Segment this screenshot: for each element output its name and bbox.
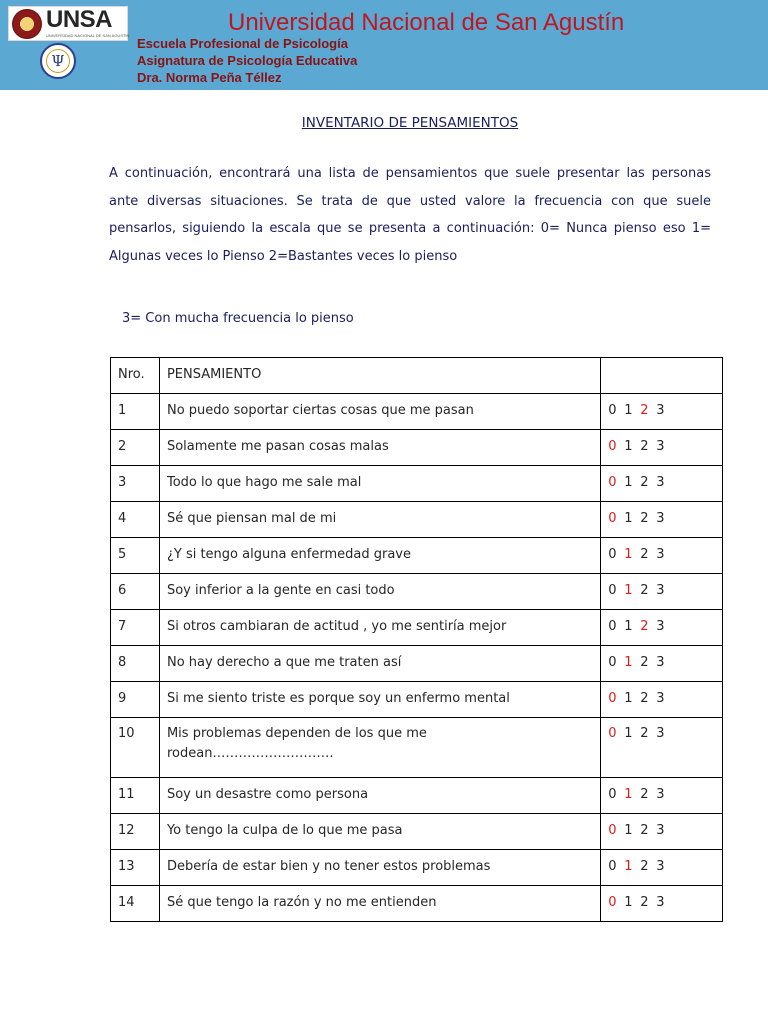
- scale-option[interactable]: 0: [608, 403, 617, 418]
- scale-option[interactable]: 3: [656, 787, 665, 802]
- row-thought: Si me siento triste es porque soy un enfermo mental: [159, 682, 600, 718]
- scale-option[interactable]: 0: [608, 547, 617, 562]
- unsa-logo: [8, 6, 128, 41]
- scale-option[interactable]: 2: [640, 583, 649, 598]
- scale-option-selected[interactable]: 1: [624, 547, 633, 562]
- table-row: [111, 466, 723, 502]
- scale-option[interactable]: 1: [624, 511, 633, 526]
- row-thought: No hay derecho a que me traten así: [159, 646, 600, 682]
- scale-option-selected[interactable]: 1: [624, 859, 633, 874]
- table-row: [111, 682, 723, 718]
- instructions-paragraph: A continuación, encontrará una lista de pensamientos que suele presentar las personas ante diversas situaciones. Se trata de que usted valore la frecuencia con que suele pensarlos, siguiendo la escala que se presenta a continuación: 0= Nunca pienso eso 1= Algunas veces lo Pienso 2=Bastantes veces lo pienso: [109, 166, 711, 264]
- scale-option[interactable]: 3: [656, 823, 665, 838]
- table-row: [111, 850, 723, 886]
- scale-option[interactable]: 2: [640, 726, 649, 741]
- scale-option[interactable]: 0: [608, 619, 617, 634]
- scale-option-selected[interactable]: 0: [608, 726, 617, 741]
- university-title: Universidad Nacional de San Agustín: [228, 9, 625, 36]
- scale-option[interactable]: 3: [656, 691, 665, 706]
- thoughts-inventory-table: [110, 357, 723, 922]
- table-row: [111, 394, 723, 430]
- row-number: 6: [111, 574, 160, 610]
- scale-option-selected[interactable]: 0: [608, 511, 617, 526]
- table-row: [111, 886, 723, 922]
- scale-option-selected[interactable]: 0: [608, 895, 617, 910]
- course-name: Asignatura de Psicología Educativa: [137, 53, 358, 68]
- scale-option[interactable]: 3: [656, 895, 665, 910]
- table-header-row: [111, 358, 723, 394]
- scale-option[interactable]: 1: [624, 823, 633, 838]
- scale-option[interactable]: 0: [608, 859, 617, 874]
- scale-option[interactable]: 3: [656, 403, 665, 418]
- psi-symbol: Ψ: [46, 49, 70, 73]
- scale-option[interactable]: 1: [624, 403, 633, 418]
- row-number: 11: [111, 778, 160, 814]
- table-row: [111, 502, 723, 538]
- header-scale: [601, 358, 723, 394]
- scale-option[interactable]: 2: [640, 691, 649, 706]
- scale-option[interactable]: 2: [640, 895, 649, 910]
- scale-option-selected[interactable]: 1: [624, 787, 633, 802]
- row-scale: [601, 610, 723, 646]
- header-number: Nro.: [111, 358, 160, 394]
- scale-option[interactable]: 0: [608, 655, 617, 670]
- row-thought: Soy un desastre como persona: [159, 778, 600, 814]
- scale-option[interactable]: 3: [656, 439, 665, 454]
- row-number: 1: [111, 394, 160, 430]
- scale-option[interactable]: 3: [656, 726, 665, 741]
- scale-option-selected[interactable]: 2: [640, 403, 649, 418]
- row-thought: Soy inferior a la gente en casi todo: [159, 574, 600, 610]
- row-thought: Sé que tengo la razón y no me entienden: [159, 886, 600, 922]
- table-row: [111, 646, 723, 682]
- row-number: 3: [111, 466, 160, 502]
- scale-note: 3= Con mucha frecuencia lo pienso: [122, 311, 354, 326]
- scale-option[interactable]: 3: [656, 619, 665, 634]
- table-row: [111, 430, 723, 466]
- scale-option-selected[interactable]: 0: [608, 691, 617, 706]
- row-number: 4: [111, 502, 160, 538]
- row-number: 5: [111, 538, 160, 574]
- row-scale: [601, 886, 723, 922]
- scale-option[interactable]: 2: [640, 859, 649, 874]
- scale-option[interactable]: 2: [640, 439, 649, 454]
- row-scale: [601, 394, 723, 430]
- scale-option[interactable]: 1: [624, 691, 633, 706]
- scale-option[interactable]: 3: [656, 859, 665, 874]
- scale-option[interactable]: 1: [624, 895, 633, 910]
- table-row: [111, 538, 723, 574]
- psychology-seal-icon: [40, 43, 76, 79]
- school-name: Escuela Profesional de Psicología: [137, 36, 348, 51]
- scale-option[interactable]: 2: [640, 475, 649, 490]
- scale-option[interactable]: 0: [608, 583, 617, 598]
- university-seal-icon: [12, 9, 42, 39]
- row-scale: [601, 646, 723, 682]
- scale-option[interactable]: 1: [624, 475, 633, 490]
- document-header: [0, 0, 768, 90]
- scale-option[interactable]: 2: [640, 511, 649, 526]
- row-thought: Yo tengo la culpa de lo que me pasa: [159, 814, 600, 850]
- table-row: [111, 610, 723, 646]
- professor-name: Dra. Norma Peña Téllez: [137, 70, 282, 85]
- row-scale: [601, 466, 723, 502]
- scale-option[interactable]: 2: [640, 655, 649, 670]
- table-row: [111, 718, 723, 778]
- row-number: 14: [111, 886, 160, 922]
- row-scale: [601, 502, 723, 538]
- scale-option-selected[interactable]: 2: [640, 619, 649, 634]
- row-scale: [601, 430, 723, 466]
- row-thought: ¿Y si tengo alguna enfermedad grave: [159, 538, 600, 574]
- scale-option[interactable]: 1: [624, 439, 633, 454]
- header-thought: PENSAMIENTO: [159, 358, 600, 394]
- row-scale: [601, 682, 723, 718]
- scale-option[interactable]: 3: [656, 475, 665, 490]
- row-thought: No puedo soportar ciertas cosas que me pasan: [159, 394, 600, 430]
- row-number: 8: [111, 646, 160, 682]
- row-number: 9: [111, 682, 160, 718]
- scale-option[interactable]: 2: [640, 823, 649, 838]
- row-thought: Solamente me pasan cosas malas: [159, 430, 600, 466]
- scale-option-selected[interactable]: 0: [608, 439, 617, 454]
- scale-option[interactable]: 1: [624, 619, 633, 634]
- row-number: 12: [111, 814, 160, 850]
- table-row: [111, 778, 723, 814]
- row-thought: Todo lo que hago me sale mal: [159, 466, 600, 502]
- scale-option[interactable]: 2: [640, 787, 649, 802]
- row-scale: [601, 538, 723, 574]
- logo-text: UNSA: [46, 6, 113, 33]
- row-thought: Sé que piensan mal de mi: [159, 502, 600, 538]
- row-thought: Si otros cambiaran de actitud , yo me sentiría mejor: [159, 610, 600, 646]
- row-thought: Mis problemas dependen de los que me rodean……………………….: [159, 718, 600, 778]
- row-number: 13: [111, 850, 160, 886]
- scale-option[interactable]: 2: [640, 547, 649, 562]
- row-number: 10: [111, 718, 160, 778]
- scale-option-selected[interactable]: 1: [624, 583, 633, 598]
- scale-option[interactable]: 3: [656, 547, 665, 562]
- row-scale: [601, 718, 723, 778]
- logo-subtext: UNIVERSIDAD NACIONAL DE SAN AGUSTIN: [46, 33, 130, 38]
- row-thought: Debería de estar bien y no tener estos problemas: [159, 850, 600, 886]
- document-title: INVENTARIO DE PENSAMIENTOS: [301, 115, 519, 131]
- scale-option[interactable]: 3: [656, 655, 665, 670]
- row-scale: [601, 814, 723, 850]
- scale-option[interactable]: 1: [624, 726, 633, 741]
- table-row: [111, 814, 723, 850]
- row-scale: [601, 574, 723, 610]
- scale-option-selected[interactable]: 1: [624, 655, 633, 670]
- scale-option[interactable]: 0: [608, 787, 617, 802]
- scale-option-selected[interactable]: 0: [608, 823, 617, 838]
- row-number: 7: [111, 610, 160, 646]
- row-number: 2: [111, 430, 160, 466]
- scale-option[interactable]: 3: [656, 583, 665, 598]
- scale-option[interactable]: 3: [656, 511, 665, 526]
- table-row: [111, 574, 723, 610]
- scale-option-selected[interactable]: 0: [608, 475, 617, 490]
- row-scale: [601, 778, 723, 814]
- row-scale: [601, 850, 723, 886]
